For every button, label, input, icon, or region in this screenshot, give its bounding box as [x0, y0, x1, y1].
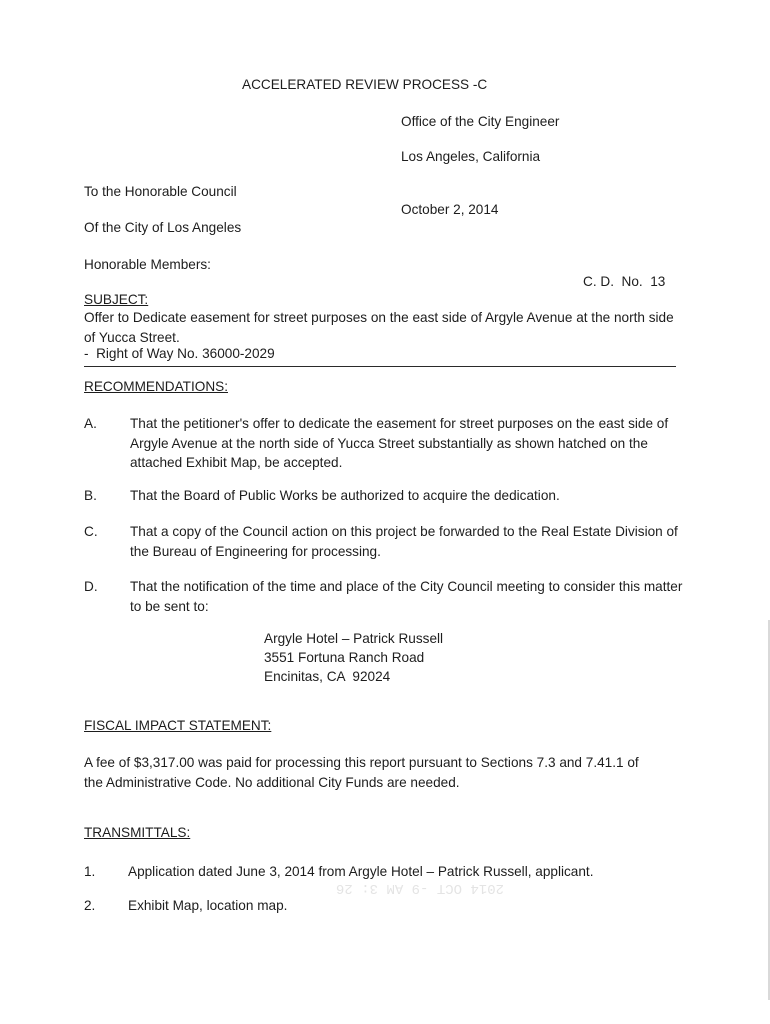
council-district: C. D. No. 13 [583, 274, 666, 289]
recommendation-letter: A. [84, 416, 97, 431]
subject-text: Offer to Dedicate easement for street purposes on the east side of Argyle Avenue at the north side of Yucca Street. [84, 310, 674, 345]
subject-heading: SUBJECT: [84, 292, 149, 307]
addressee-line-2: Of the City of Los Angeles [84, 220, 242, 235]
notification-name: Argyle Hotel – Patrick Russell [264, 631, 444, 646]
notification-street: 3551 Fortuna Ranch Road [264, 650, 425, 665]
subject-divider [84, 366, 676, 367]
fiscal-impact-heading: FISCAL IMPACT STATEMENT: [84, 718, 272, 733]
received-stamp: 2014 OCT -9 AM 3: 26 [336, 880, 505, 896]
office-name: Office of the City Engineer [401, 114, 560, 129]
addressee-line-1: To the Honorable Council [84, 184, 237, 199]
salutation: Honorable Members: [84, 257, 211, 272]
document-date: October 2, 2014 [401, 202, 499, 217]
right-of-way-number: - Right of Way No. 36000-2029 [84, 346, 275, 361]
recommendation-text: That the petitioner's offer to dedicate the easement for street purposes on the east side of Argyle Avenue at the north side of Yucca Street substantially as shown hatched on the attached Exhibit Map, be accepted. [130, 416, 669, 470]
transmittal-text: Application dated June 3, 2014 from Argyle Hotel – Patrick Russell, applicant. [128, 864, 594, 879]
recommendation-letter: D. [84, 579, 98, 594]
transmittal-number: 1. [84, 864, 96, 879]
recommendation-text: That the notification of the time and place of the City Council meeting to consider this matter to be sent to: [130, 579, 683, 614]
transmittal-text: Exhibit Map, location map. [128, 898, 288, 913]
transmittal-number: 2. [84, 898, 96, 913]
office-location: Los Angeles, California [401, 149, 541, 164]
transmittals-heading: TRANSMITTALS: [84, 825, 191, 840]
recommendation-text: That a copy of the Council action on this project be forwarded to the Real Estate Division of the Bureau of Engineering for processing. [130, 524, 678, 559]
recommendation-letter: B. [84, 488, 97, 503]
recommendations-heading: RECOMMENDATIONS: [84, 379, 228, 394]
notification-city: Encinitas, CA 92024 [264, 669, 391, 684]
recommendation-letter: C. [84, 524, 98, 539]
recommendation-text: That the Board of Public Works be authorized to acquire the dedication. [130, 488, 560, 503]
document-title: ACCELERATED REVIEW PROCESS -C [242, 77, 488, 92]
fiscal-impact-text: A fee of $3,317.00 was paid for processing this report pursuant to Sections 7.3 and 7.41.1 of the Administrative Code. No additional City Funds are needed. [84, 755, 639, 790]
